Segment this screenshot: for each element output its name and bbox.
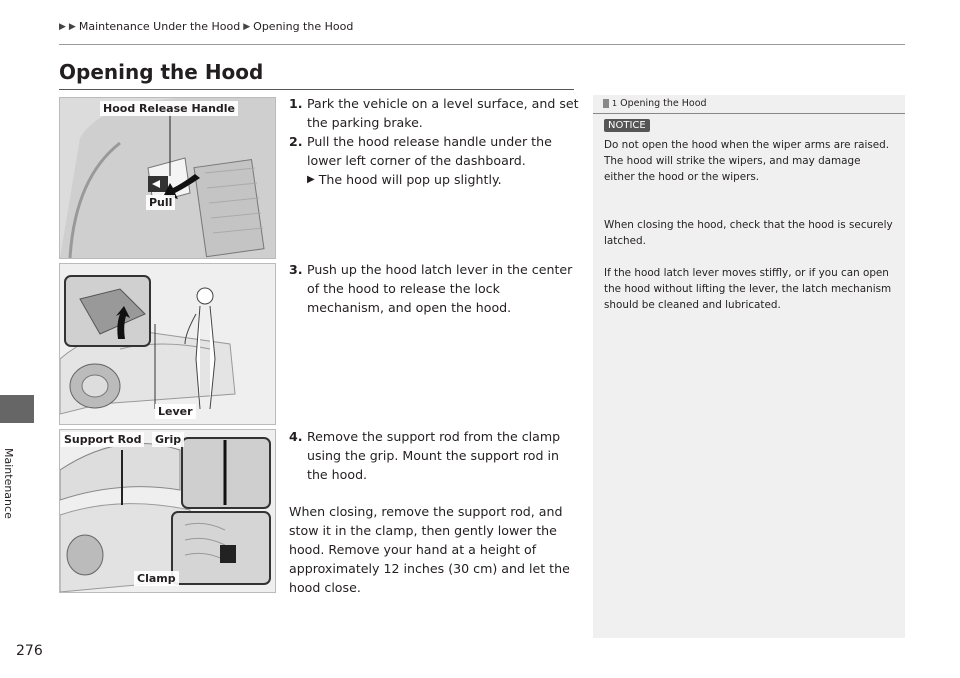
triangle-right-icon: ▶ [68, 21, 76, 32]
step-text: Push up the hood latch lever in the center of the hood to release the lock mechanism, and open the hood. [307, 262, 573, 315]
note-lever: If the hood latch lever moves stiffly, or if you can open the hood without lifting the lever, the latch mechanism should be cleaned and lubricated. [604, 267, 892, 311]
step-number: 1. [289, 96, 303, 111]
triangle-right-icon: ▶ [59, 21, 66, 32]
label-pull: Pull [146, 195, 175, 210]
section-label: Maintenance [2, 448, 15, 519]
notice-text: Do not open the hood when the wiper arms are raised. The hood will strike the wipers, and may damage either the hood or the wipers. [604, 139, 890, 183]
bookmark-icon [603, 99, 609, 108]
section-tab[interactable] [0, 395, 34, 423]
step-4 [289, 427, 579, 484]
note-latched: When closing the hood, check that the hood is securely latched. [604, 219, 893, 247]
triangle-right-icon: ▶ [307, 174, 315, 185]
header-divider [59, 44, 905, 45]
figure-support-rod [59, 429, 276, 593]
step-3 [289, 260, 579, 317]
step-number: 3. [289, 262, 303, 277]
panel-divider [593, 113, 905, 114]
figure-hood-latch-lever [59, 263, 276, 425]
label-hood-release-handle: Hood Release Handle [100, 101, 238, 116]
hood-release-illustration [60, 98, 275, 258]
hood-latch-illustration [60, 264, 275, 424]
info-panel [593, 95, 905, 638]
notice-badge: NOTICE [604, 119, 650, 132]
step-text: Remove the support rod from the clamp using the grip. Mount the support rod in the hood. [307, 429, 561, 482]
title-underline [59, 89, 574, 90]
breadcrumb-item-opening-hood[interactable]: Opening the Hood [253, 20, 354, 33]
support-rod-illustration [60, 430, 275, 592]
page-number: 276 [16, 643, 43, 659]
panel-marker: 1 [612, 99, 618, 108]
closing-paragraph: When closing, remove the support rod, and stow it in the clamp, then gently lower the hood. Remove your hand at a height of approximately 12 inches (30 cm) and let the hood close. [289, 504, 570, 595]
step-number: 2. [289, 134, 303, 149]
breadcrumb-item-maintenance[interactable]: Maintenance Under the Hood [78, 20, 241, 33]
step-result [307, 170, 579, 189]
step-result-text: The hood will pop up slightly. [318, 172, 502, 187]
page-title: Opening the Hood [59, 60, 264, 84]
triangle-right-icon: ▶ [243, 21, 251, 32]
figure-hood-release-handle [59, 97, 276, 259]
breadcrumb [59, 20, 353, 33]
step-number: 4. [289, 429, 303, 444]
panel-heading [603, 98, 707, 109]
label-lever: Lever [155, 404, 196, 419]
step-text: Pull the hood release handle under the lower left corner of the dashboard. [307, 134, 552, 168]
label-grip: Grip [152, 432, 184, 447]
step-2 [289, 132, 579, 189]
label-clamp: Clamp [134, 571, 179, 586]
label-support-rod: Support Rod [61, 432, 144, 447]
step-1 [289, 94, 579, 132]
panel-heading-text: Opening the Hood [620, 98, 707, 109]
step-text: Park the vehicle on a level surface, and set the parking brake. [307, 96, 579, 130]
